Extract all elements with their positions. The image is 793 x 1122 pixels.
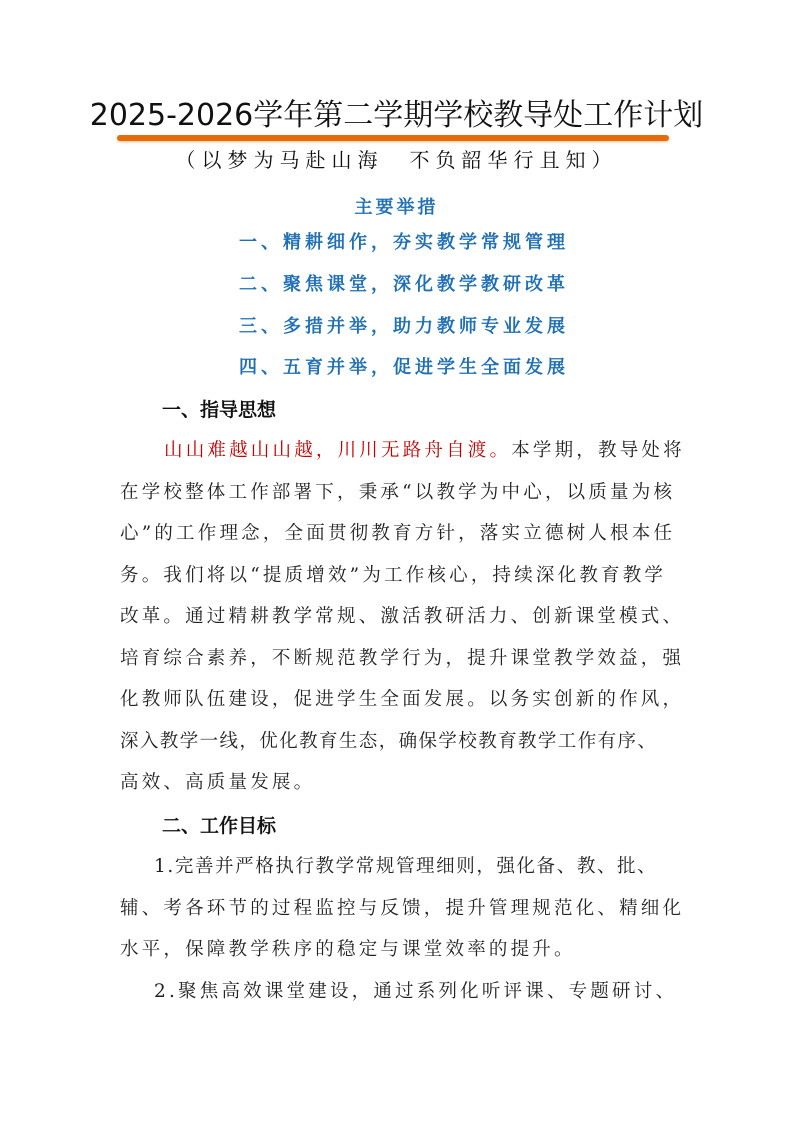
title-underline-bar — [117, 135, 669, 141]
paragraph-line: 在学校整体工作部署下，秉承“以教学为中心，以质量为核 — [120, 481, 676, 503]
paragraph-line: 改革。通过精耕教学常规、激活教研活力、创新课堂模式、 — [120, 606, 685, 627]
paragraph-line: 辅、考各环节的过程监控与反馈，提升管理规范化、精细化 — [120, 897, 685, 919]
paragraph-line: 1.完善并严格执行教学常规管理细则，强化备、教、批、 — [154, 856, 658, 877]
guiding-ideology-paragraph — [120, 430, 685, 804]
document-title: 2025-2026学年第二学期学校教导处工作计划 — [89, 98, 704, 133]
paragraph-line: 深入教学一线，优化教育生态，确保学校教育教学工作有序、 — [120, 730, 658, 752]
paragraph-line: 培育综合素养，不断规范教学行为，提升课堂教学效益，强 — [120, 647, 685, 669]
measures-heading: 主要举措 — [354, 197, 439, 218]
paragraph-line: 化教师队伍建设，促进学生全面发展。以务实创新的作风， — [120, 689, 685, 710]
paragraph-line: 2.聚焦高效课堂建设，通过系列化听评课、专题研讨、 — [154, 980, 678, 1002]
paragraph-line: 高效、高质量发展。 — [120, 772, 316, 793]
measure-item: 三、多措并举，助力教师专业发展 — [239, 316, 569, 337]
section-heading-guiding-ideology: 一、指导思想 — [162, 399, 277, 421]
paragraph-line: 心”的工作理念，全面贯彻教育方针，落实立德树人根本任 — [120, 523, 676, 544]
paragraph-line: 山山难越山山越，川川无路舟自渡。本学期，教导处将 — [164, 440, 685, 461]
highlight-quote: 山山难越山山越，川川无路舟自渡。 — [164, 440, 512, 461]
measure-item: 二、聚焦课堂，深化教学教研改革 — [239, 274, 569, 295]
document-subtitle: （以梦为马赴山海 不负韶华行且知） — [175, 148, 618, 172]
measure-item: 一、精耕细作，夯实教学常规管理 — [239, 232, 569, 253]
work-goals-paragraph — [120, 846, 685, 1012]
measure-item: 四、五育并举，促进学生全面发展 — [239, 357, 569, 378]
paragraph-line: 水平，保障教学秩序的稳定与课堂效率的提升。 — [120, 939, 576, 960]
section-heading-work-goals: 二、工作目标 — [162, 815, 277, 837]
paragraph-line: 务。我们将以“提质增效”为工作核心，持续深化教育教学 — [120, 564, 667, 586]
